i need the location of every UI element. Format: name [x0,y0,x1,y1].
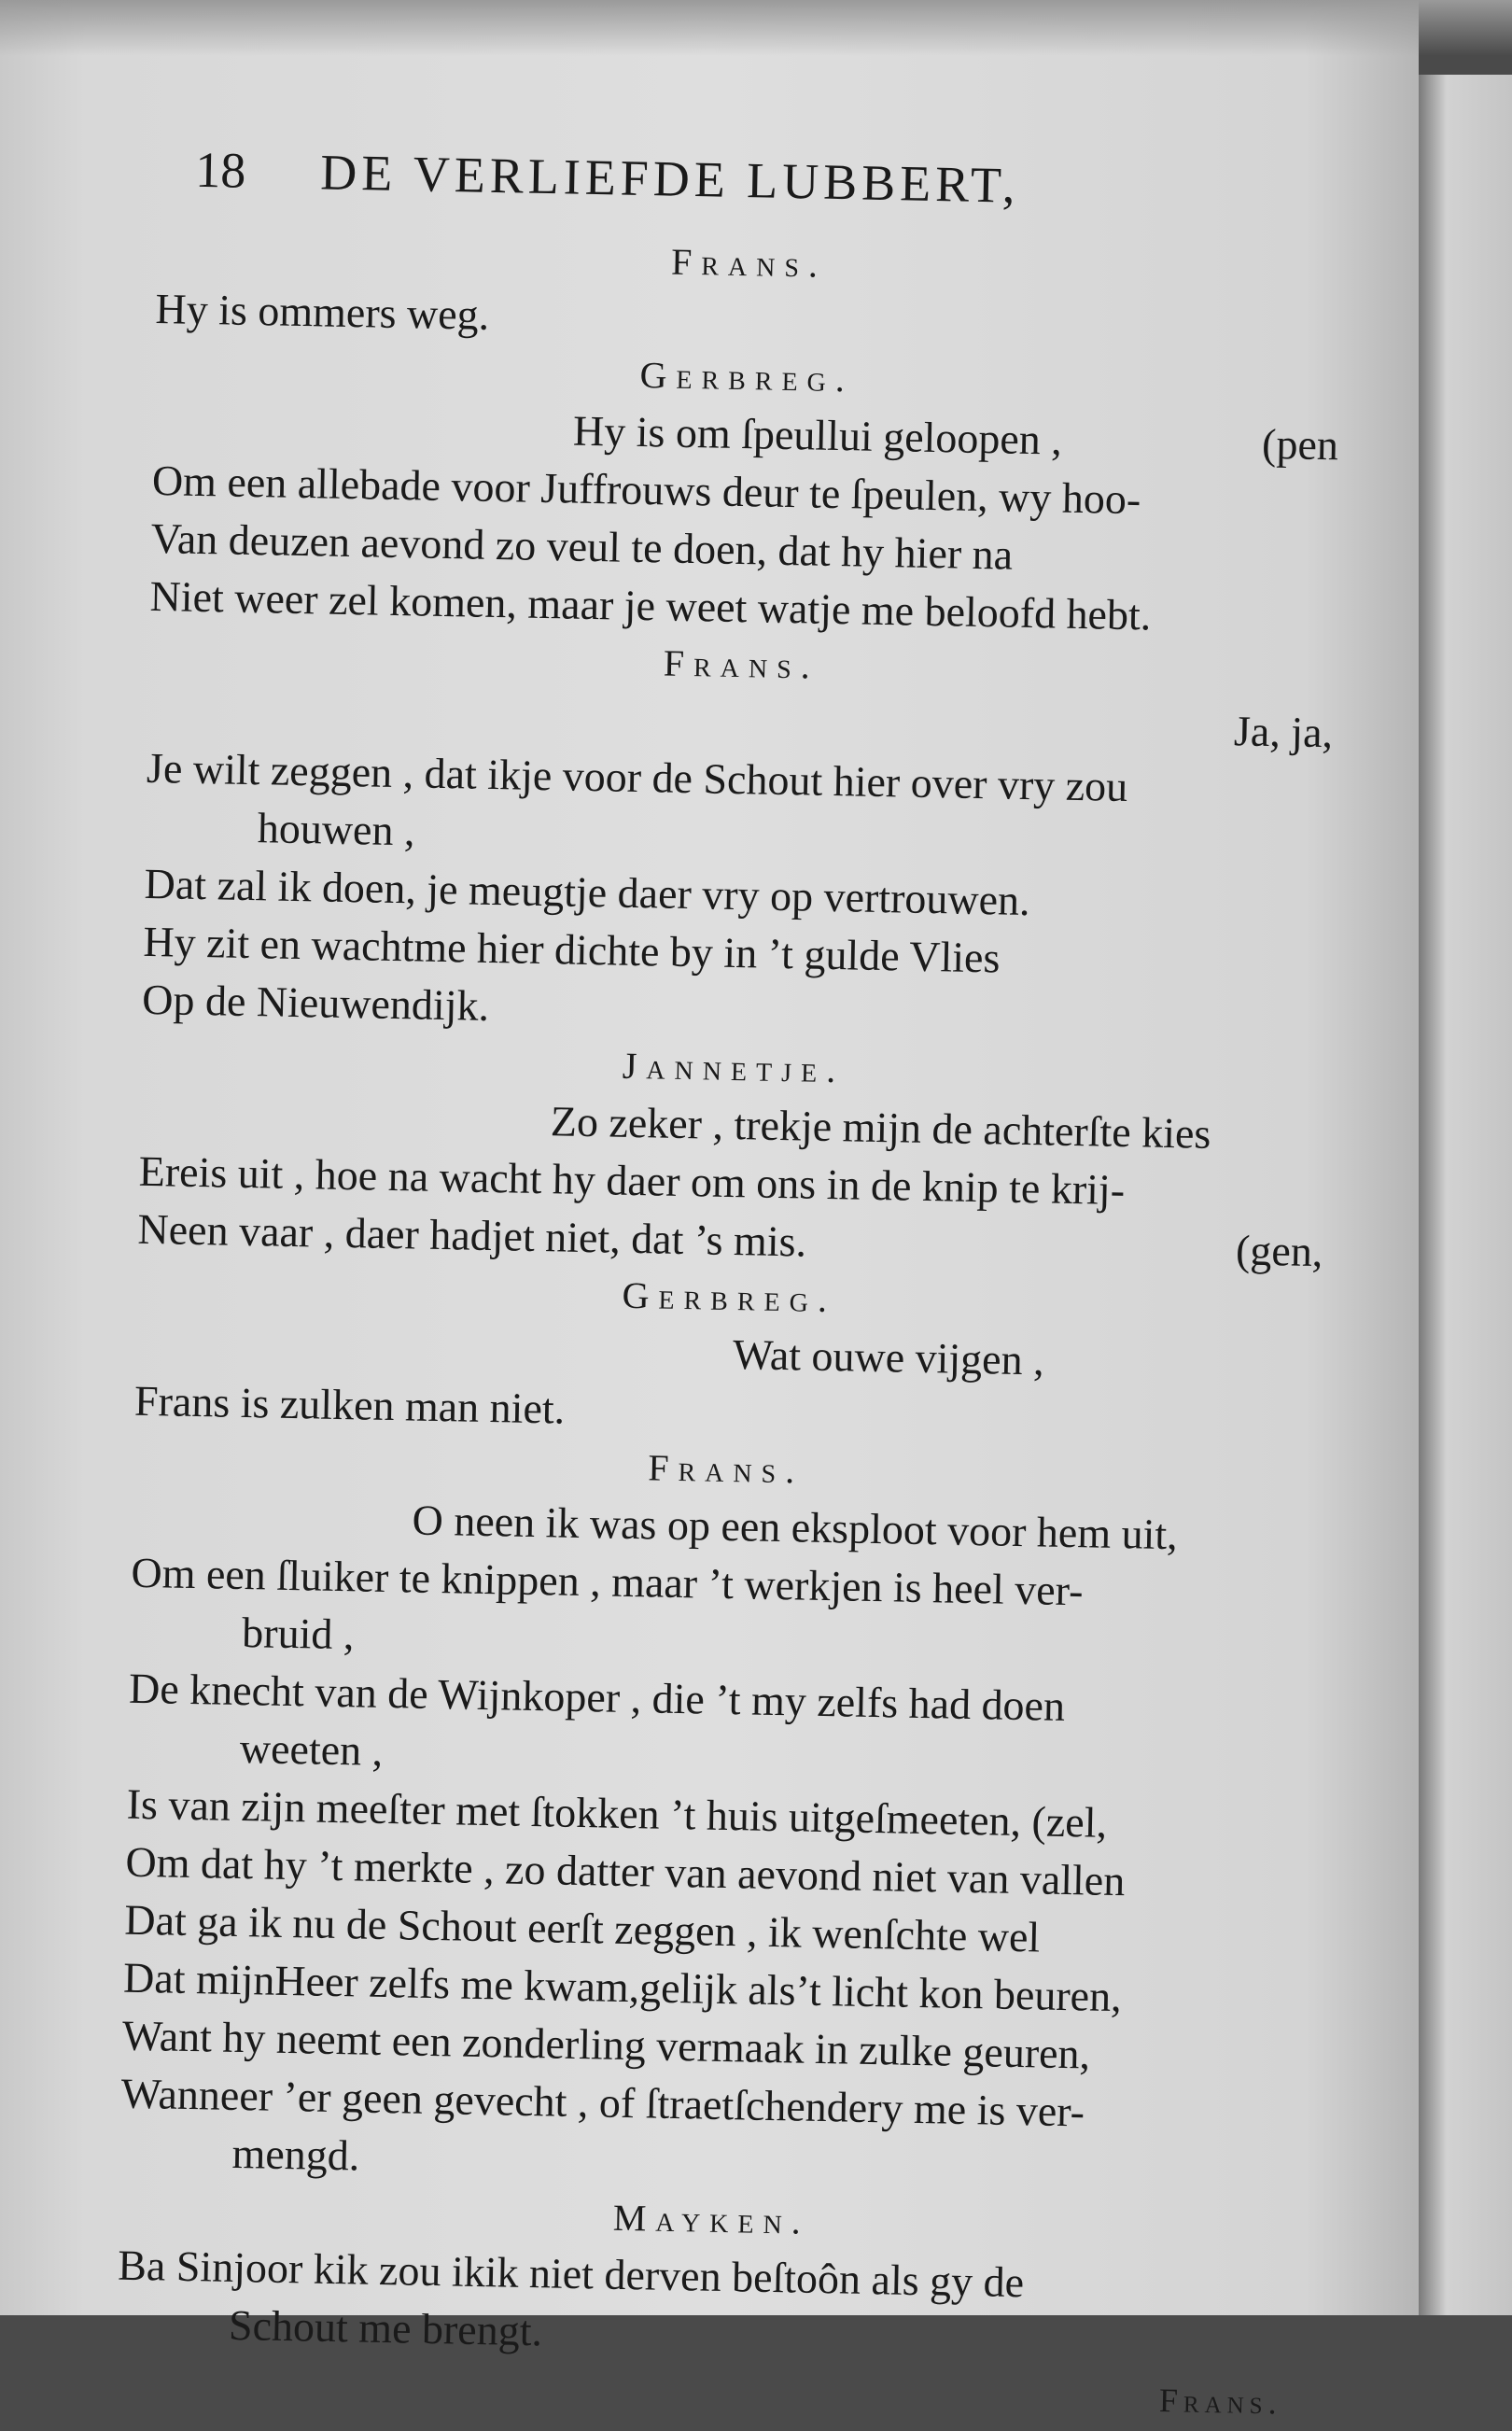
verse-line: bruid , [241,1609,355,1659]
running-title: DE VERLIEFDE LUBBERT, [319,144,1021,214]
verse-line: Ja, ja, [1233,707,1334,757]
turnover-text: (pen [1261,419,1339,470]
catchword: Frans. [1158,2382,1283,2422]
verse-line: houwen , [257,804,415,855]
verse-text: Hy is om ſpeullui geloopen , [572,406,1063,464]
verse-line: weeten , [239,1723,384,1775]
verse-line: Dat mijnHeer zelfs me kwam,gelijk als’t licht kon beuren, [122,1953,1123,2021]
speaker-heading: Jannetje. [622,1044,846,1091]
verse-line: Wat ouwe vijgen , [732,1330,1045,1384]
verse-line: Je wilt zeggen , dat ikje voor de Schout hier over vry zou [146,743,1128,811]
verse-line: Is van zijn meeſter met ſtokken ’t huis uitgeſmeeten, (zel, [126,1779,1108,1847]
speaker-heading: Frans. [670,240,828,286]
verse-line: Frans is zulken man niet. [133,1376,566,1433]
speaker-heading: Gerbreg. [639,353,855,400]
speaker-heading: Frans. [663,641,820,687]
speaker-heading: Frans. [647,1446,805,1492]
verse-line: Ereis uit , hoe na wacht hy daer om ons in de knip te krij- [138,1146,1126,1215]
speaker-heading: Mayken. [612,2196,811,2242]
verse-line: Ba Sinjoor kik zou ikik niet derven beſtoôn als gy de [117,2241,1025,2307]
verse-line: Om een ſluiker te knippen , maar ’t werkjen is heel ver- [131,1548,1084,1615]
verse-line: Op de Nieuwendijk. [141,975,490,1030]
verse-line: Schout me brengt. [228,2300,543,2355]
verse-line: Dat zal ik doen, je meugtje daer vry op vertrouwen. [144,859,1031,925]
verse-line: Dat ga ik nu de Schout eerſt zeggen , ik wenſchte wel [123,1895,1041,1961]
page-content [115,140,1343,2431]
verse-line: Van deuzen aevond zo veul te doen, dat hy hier na [150,513,1014,579]
page-edge [1419,75,1512,2315]
verse-line: Om een allebade voor Juffrouws deur te ſpeulen, wy hoo- [151,456,1141,524]
verse-line: Hy zit en wachtme hier dichte by in ’t gulde Vlies [143,917,1001,982]
verse-line: Zo zeker , trekje mijn de achterſte kies [550,1097,1211,1158]
verse-line: Want hy neemt een zonderling vermaak in zulke geuren, [121,2011,1091,2078]
verse-line: Hy is ommers weg. [155,284,490,339]
verse-line: O neen ik was op een eksploot voor hem uit, [412,1496,1179,1559]
page-number: 18 [194,141,246,199]
speaker-heading: Gerbreg. [622,1273,837,1321]
verse-line: Wanneer ’er geen gevecht , of ſtraetſchendery me is ver- [120,2069,1085,2136]
verse-text: Neen vaar , daer hadjet niet, dat ’s mis. [137,1204,807,1266]
verse-line: mengd. [231,2129,360,2180]
page-shadow [0,0,1512,56]
verse-line: De knecht van de Wijnkoper , die ’t my zelfs had doen [128,1664,1066,1730]
verse-line: Niet weer zel komen, maar je weet watje me beloofd hebt. [149,571,1152,639]
turnover-text: (gen, [1235,1226,1323,1276]
verse-line: Om dat hy ’t merkte , zo datter van aevond niet van vallen [125,1837,1126,1905]
